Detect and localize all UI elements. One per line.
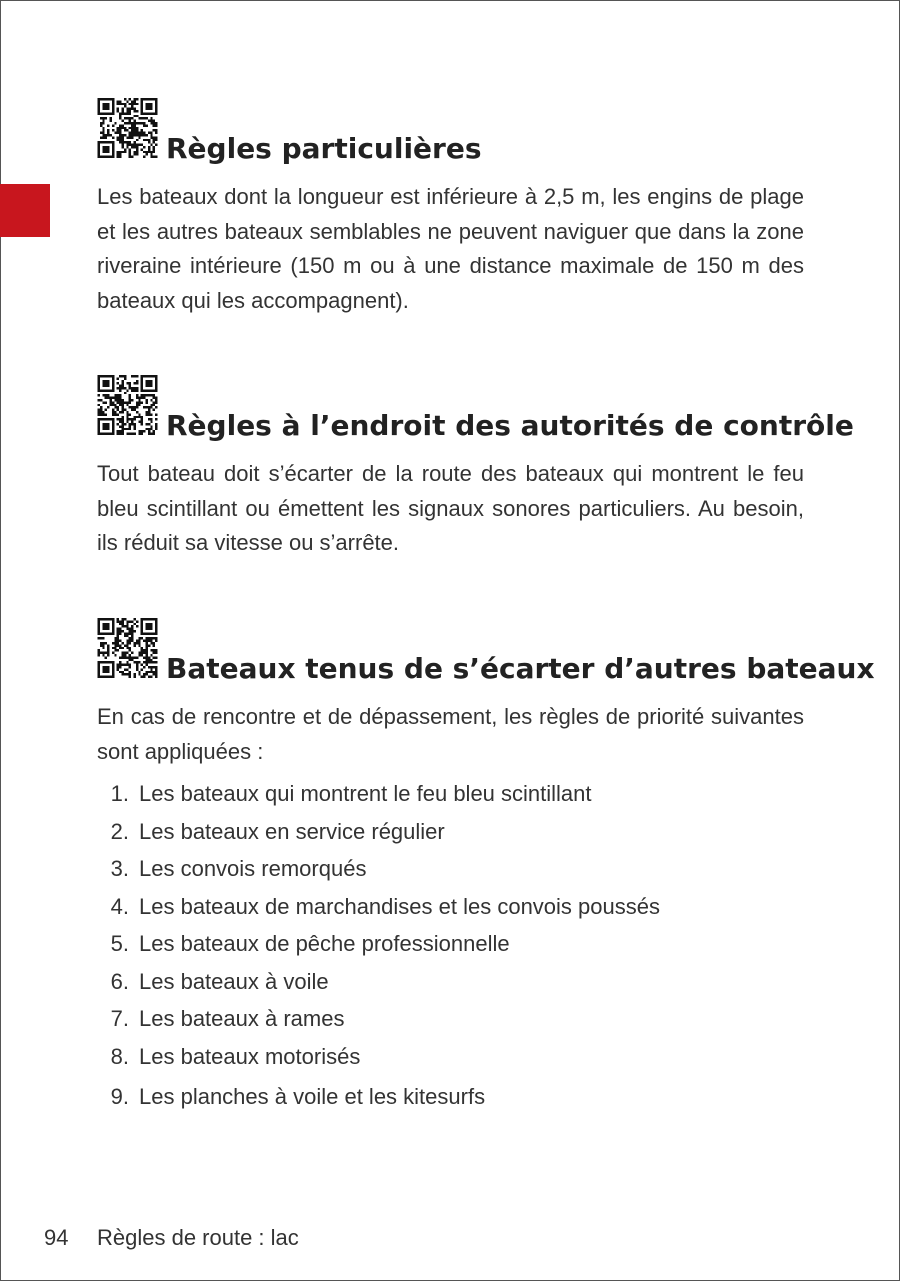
list-item-text: Les bateaux qui montrent le feu bleu scintillant	[139, 781, 592, 806]
list-item-number: 1.	[110, 781, 129, 806]
qr-code-icon[interactable]	[97, 98, 158, 158]
chapter-tab-marker	[0, 184, 50, 237]
section-heading-row	[97, 98, 804, 168]
section-regles-particulieres	[97, 98, 804, 318]
list-item	[97, 888, 804, 926]
section-title: Règles particulières	[166, 132, 482, 165]
list-item-text: Les bateaux en service régulier	[139, 818, 445, 844]
list-item	[97, 813, 804, 851]
list-item-number: 6.	[110, 968, 129, 994]
section-paragraph: Les bateaux dont la longueur est inférieure à 2,5 m, les engins de plage et les autres bateaux semblables ne peuvent naviguer que dans la zone riveraine intérieure (150 m ou à une distance maximale de 150 m des bateaux qui les accompagnent).	[97, 184, 804, 313]
list-item	[97, 1000, 804, 1038]
list-item-number: 9.	[110, 1084, 129, 1109]
list-item-number: 2.	[110, 818, 129, 844]
list-item	[97, 925, 804, 963]
list-item-number: 4.	[110, 893, 129, 919]
section-title: Bateaux tenus de s’écarter d’autres bateaux	[166, 652, 875, 685]
section-paragraph: Tout bateau doit s’écarter de la route des bateaux qui montrent le feu bleu scintillant ou émettent les signaux sonores particuliers. Au besoin, ils réduit sa vitesse ou s’arrête.	[97, 461, 804, 555]
section-heading-row	[97, 618, 875, 688]
list-item-number: 8.	[110, 1043, 129, 1069]
list-item	[97, 963, 804, 1001]
list-item-text: Les bateaux à voile	[139, 968, 329, 994]
list-item-number: 5.	[110, 931, 129, 956]
section-paragraph: En cas de rencontre et de dépassement, les règles de priorité suivantes sont appliquées :	[97, 704, 804, 764]
qr-code-icon[interactable]	[97, 375, 158, 435]
section-bateaux-tenus-ecarter	[97, 618, 875, 1116]
priority-list	[97, 775, 804, 1116]
list-item	[97, 1078, 804, 1116]
list-item-number: 3.	[110, 856, 129, 881]
list-item-text: Les convois remorqués	[139, 856, 367, 881]
list-item	[97, 850, 804, 888]
page-footer	[44, 1222, 299, 1254]
list-item-text: Les bateaux de pêche professionnelle	[139, 931, 510, 956]
list-item-text: Les bateaux à rames	[139, 1006, 345, 1031]
list-item-number: 7.	[110, 1006, 129, 1031]
qr-code-icon[interactable]	[97, 618, 158, 678]
list-item-text: Les planches à voile et les kitesurfs	[139, 1084, 486, 1109]
section-autorites-controle	[97, 375, 854, 561]
section-title: Règles à l’endroit des autorités de contrôle	[166, 409, 854, 442]
list-item	[97, 775, 804, 813]
list-item	[97, 1038, 804, 1076]
chapter-title: Règles de route : lac	[97, 1225, 299, 1250]
section-heading-row	[97, 375, 854, 445]
list-item-text: Les bateaux de marchandises et les convois poussés	[139, 893, 660, 919]
page-number: 94	[44, 1225, 69, 1250]
list-item-text: Les bateaux motorisés	[139, 1043, 361, 1069]
